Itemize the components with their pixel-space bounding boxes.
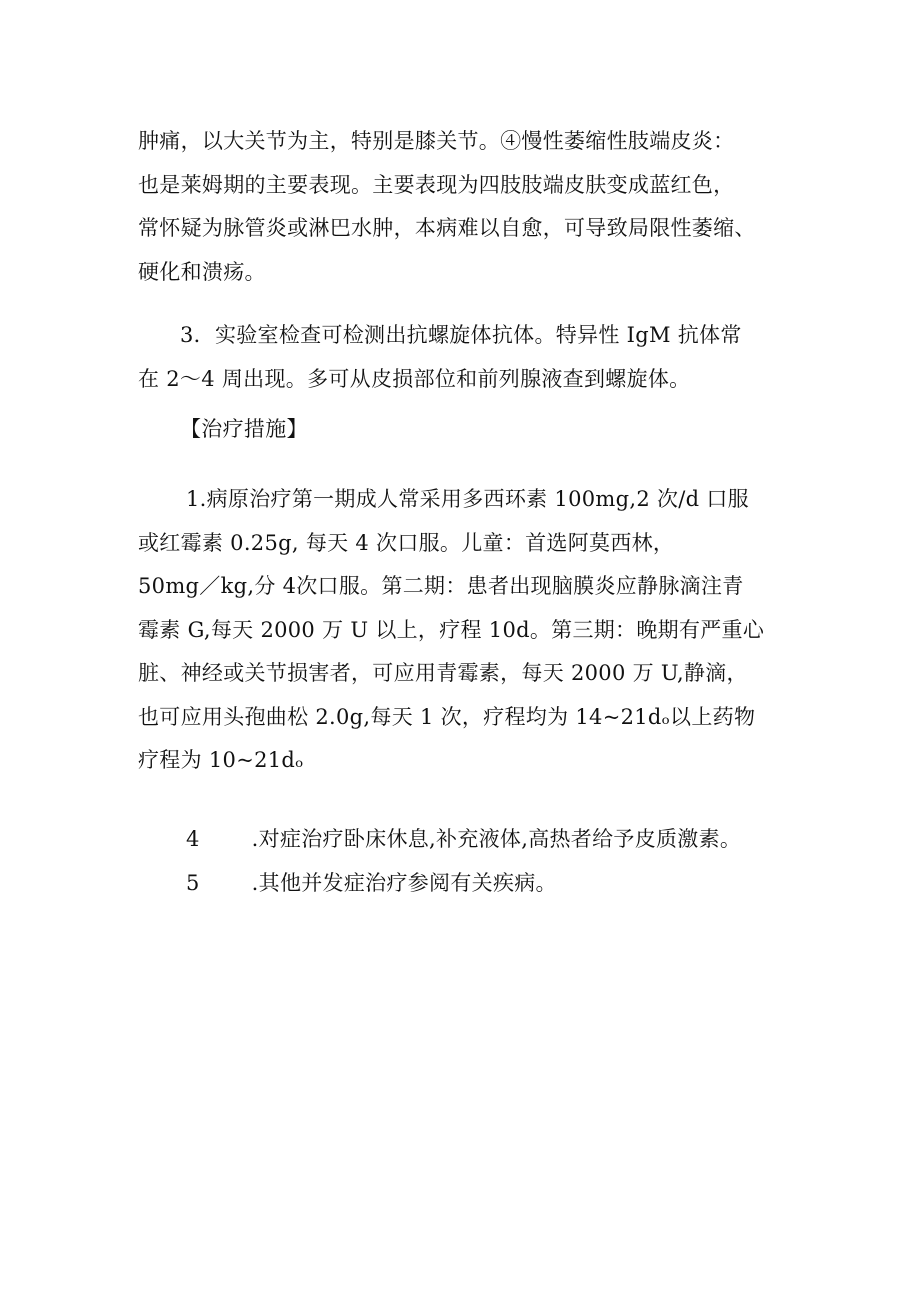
text-line: 或红霉素 0.25g, 每天 4 次口服。儿童：首选阿莫西林， (138, 530, 675, 555)
text-line: 硬化和溃疡。 (138, 259, 266, 284)
text-line: 脏、神经或关节损害者，可应用青霉素，每天 2000 万 U,静滴， (138, 661, 748, 685)
numbered-item (138, 829, 788, 873)
item-text: .其他并发症治疗参阅有关疾病。 (251, 871, 557, 895)
item-number: 4 (186, 827, 200, 851)
paragraph-symptoms (138, 131, 788, 305)
paragraph-lab-tests (138, 325, 788, 412)
section-heading-treatment (138, 419, 788, 463)
paragraph-complication-treatment (138, 873, 788, 917)
numbered-item (138, 873, 788, 917)
text-line: 也可应用头孢曲松 2.0g,每天 1 次，疗程均为 14~21dₒ以上药物 (138, 704, 756, 729)
item-text: .对症治疗卧床休息,补充液体,高热者给予皮质激素。 (251, 827, 742, 851)
text-line: 50mg／kg,分 4次口服。第二期：患者出现脑膜炎应静脉滴注青 (138, 574, 744, 598)
text-line: 肿痛，以大关节为主，特别是膝关节。④慢性萎缩性肢端皮炎： (138, 129, 735, 153)
paragraph-symptomatic-treatment (138, 829, 788, 873)
text-line: 常怀疑为脉管炎或淋巴水肿，本病难以自愈，可导致局限性萎缩、 (138, 216, 756, 240)
text-line: 1.病原治疗第一期成人常采用多西环素 100mg,2 次/d 口服 (186, 487, 749, 511)
text-line: 3．实验室检查可检测出抗螺旋体抗体。特异性 IgM 抗体常 (180, 323, 742, 347)
item-number: 5 (186, 871, 200, 895)
text-line: 霉素 G,每天 2000 万 U 以上，疗程 10d。第三期：晚期有严重心 (138, 617, 765, 642)
heading-text: 【治疗措施】 (180, 417, 308, 441)
text-line: 在 2～4 周出现。多可从皮损部位和前列腺液查到螺旋体。 (138, 366, 691, 391)
text-line: 疗程为 10~21dₒ (138, 748, 304, 772)
paragraph-etiologic-treatment (138, 489, 788, 794)
text-line: 也是莱姆期的主要表现。主要表现为四肢肢端皮肤变成蓝红色， (138, 172, 735, 197)
